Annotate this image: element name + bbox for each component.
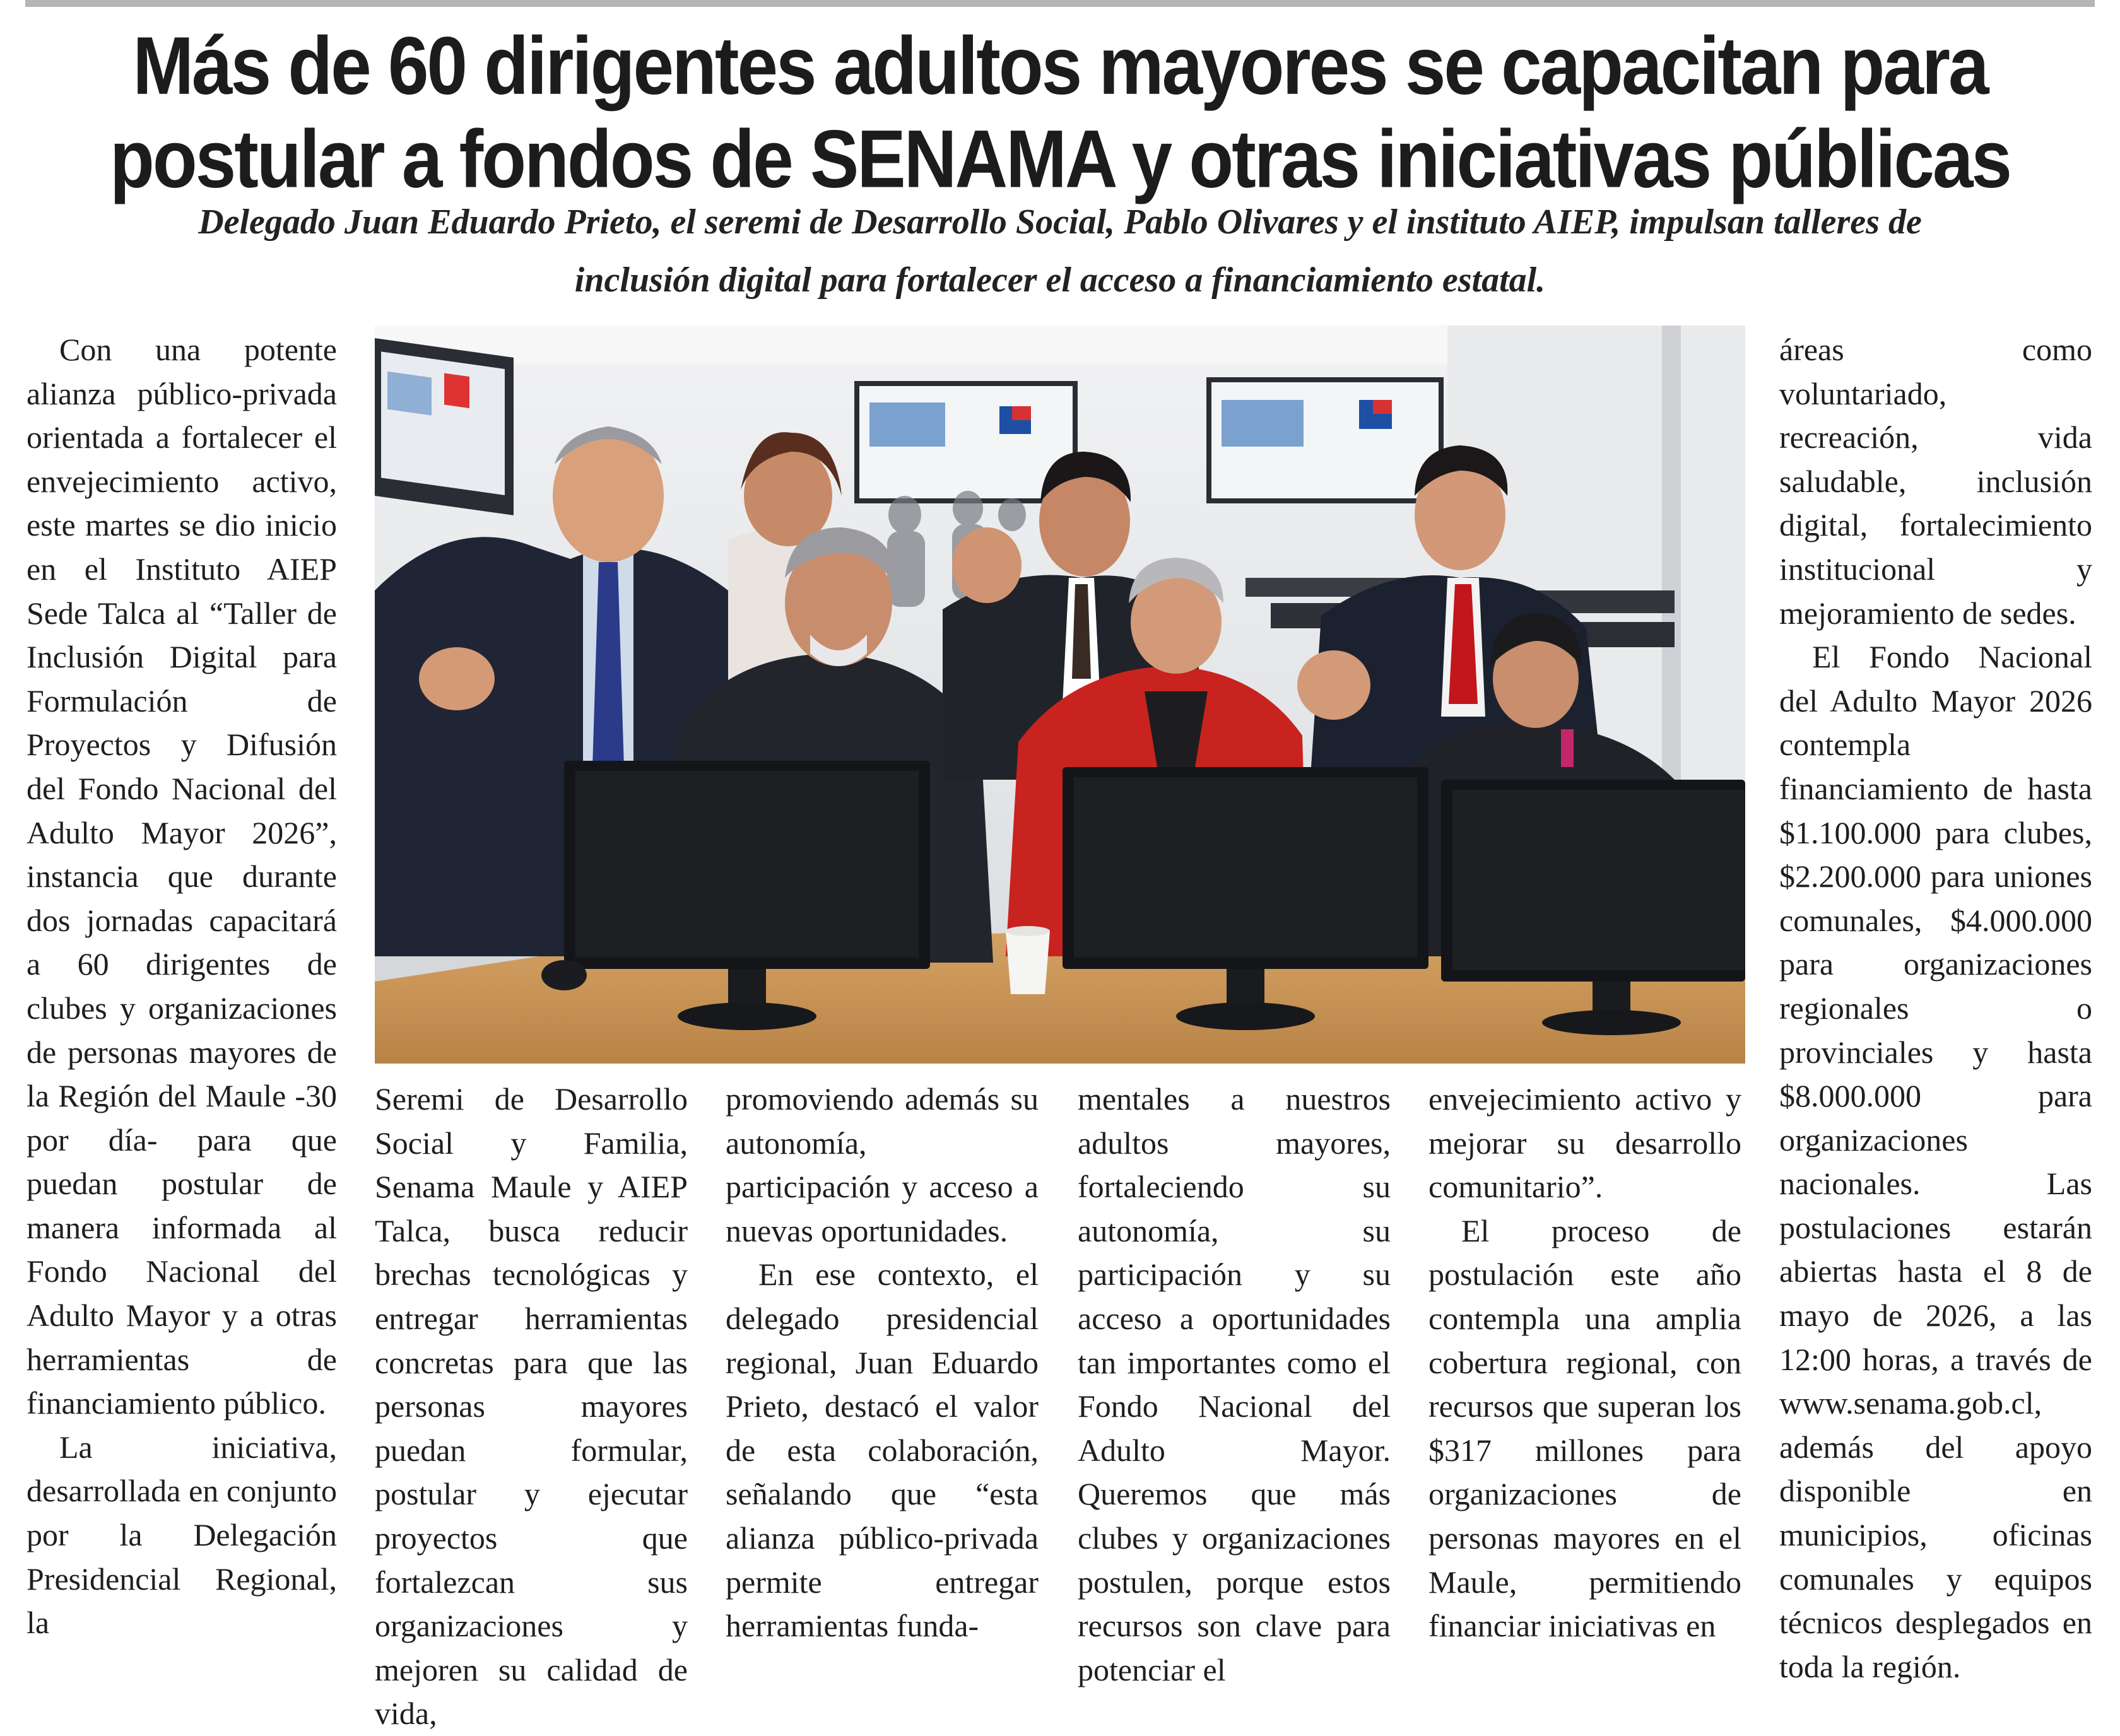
headline-line-1: Más de 60 dirigentes adultos mayores se capacitan para — [132, 20, 1988, 112]
wall-screen-right — [1206, 377, 1444, 503]
paragraph: Con una potente alianza público-privada orientada a fortalecer el envejecimiento activo, este martes se dio inicio en el Instituto AIEP Sede Talca al “Taller de Inclusión Digital para Formulación de Proyectos y Difusión del Fondo Nacional del Adulto Mayor 2026”, instancia que durante dos jornadas capacitará a 60 dirigentes de clubes y organizaciones de personas mayores de la Región del Maule -30 por día- para que puedan postular de manera informada al Fondo Nacional del Adulto Mayor y a otras herramientas de financiamiento público. — [26, 332, 337, 1421]
paragraph: mentales a nuestros adultos mayores, fortaleciendo su autonomía, su participación y su acceso a oportunidades tan importantes como el Fondo Nacional del Adulto Mayor. Queremos que más clubes y organizaciones postulen, porque estos recursos son clave para potenciar el — [1078, 1081, 1391, 1687]
headline — [25, 19, 2095, 206]
paragraph: El Fondo Nacional del Adulto Mayor 2026 contempla financiamiento de hasta $1.100.000 para clubes, $2.200.000 para uniones comunales, $4.000.000 para organizaciones regionales o provinciales y hasta $8.000.000 para organizaciones nacionales. Las postulaciones estarán abiertas hasta el 8 de mayo de 2026, a las 12:00 horas, a través de www.senama.gob.cl, además del apoyo disponible en municipios, oficinas comunales y equipos técnicos desplegados en toda la región. — [1779, 639, 2092, 1684]
article-column-2 — [375, 1077, 688, 1732]
paragraph: áreas como voluntariado, recreación, vida saludable, inclusión digital, fortalecimiento institucional y mejoramiento de sedes. — [1779, 332, 2092, 631]
computer-mouse — [541, 960, 587, 990]
paragraph: El proceso de postulación este año contempla una amplia cobertura regional, con recursos que superan los $317 millones para organizaciones de personas mayores en el Maule, permitiendo financiar iniciativas en — [1428, 1212, 1741, 1644]
top-rule — [25, 0, 2095, 7]
article-column-3 — [726, 1077, 1039, 1659]
article-column-4 — [1078, 1077, 1391, 1687]
subheadline-line-2: inclusión digital para fortalecer el acceso a financiamiento estatal. — [574, 261, 1546, 300]
paragraph: envejecimiento activo y mejorar su desarrollo comunitario”. — [1428, 1081, 1741, 1205]
subheadline — [38, 193, 2082, 309]
article-column-1 — [26, 328, 337, 1659]
subheadline-line-1: Delegado Juan Eduardo Prieto, el seremi de Desarrollo Social, Pablo Olivares y el instituto AIEP, impulsan talleres de — [198, 202, 1922, 242]
paragraph: La iniciativa, desarrollada en conjunto por la Delegación Presidencial Regional, la — [26, 1429, 337, 1641]
article-photo — [375, 326, 1745, 1064]
article-column-6 — [1779, 328, 2092, 1684]
paper-cup — [1006, 926, 1050, 994]
paragraph: promoviendo además su autonomía, participación y acceso a nuevas oportunidades. — [726, 1081, 1039, 1248]
photo-illustration — [375, 326, 1745, 1064]
article-column-5 — [1428, 1077, 1741, 1659]
headline-line-2: postular a fondos de SENAMA y otras iniciativas públicas — [110, 112, 2010, 205]
paragraph: Seremi de Desarrollo Social y Familia, Senama Maule y AIEP Talca, busca reducir brechas tecnológicas y entregar herramientas concretas para que las personas mayores puedan formular, postular y ejecutar proyectos que fortalezcan sus organizaciones y mejoren su calidad de vida, — [375, 1081, 688, 1732]
wall-screen-left — [375, 338, 514, 515]
paragraph: En ese contexto, el delegado presidencial regional, Juan Eduardo Prieto, destacó el valor de esta colaboración, señalando que “esta alianza público-privada permite entregar herramientas funda- — [726, 1257, 1039, 1644]
